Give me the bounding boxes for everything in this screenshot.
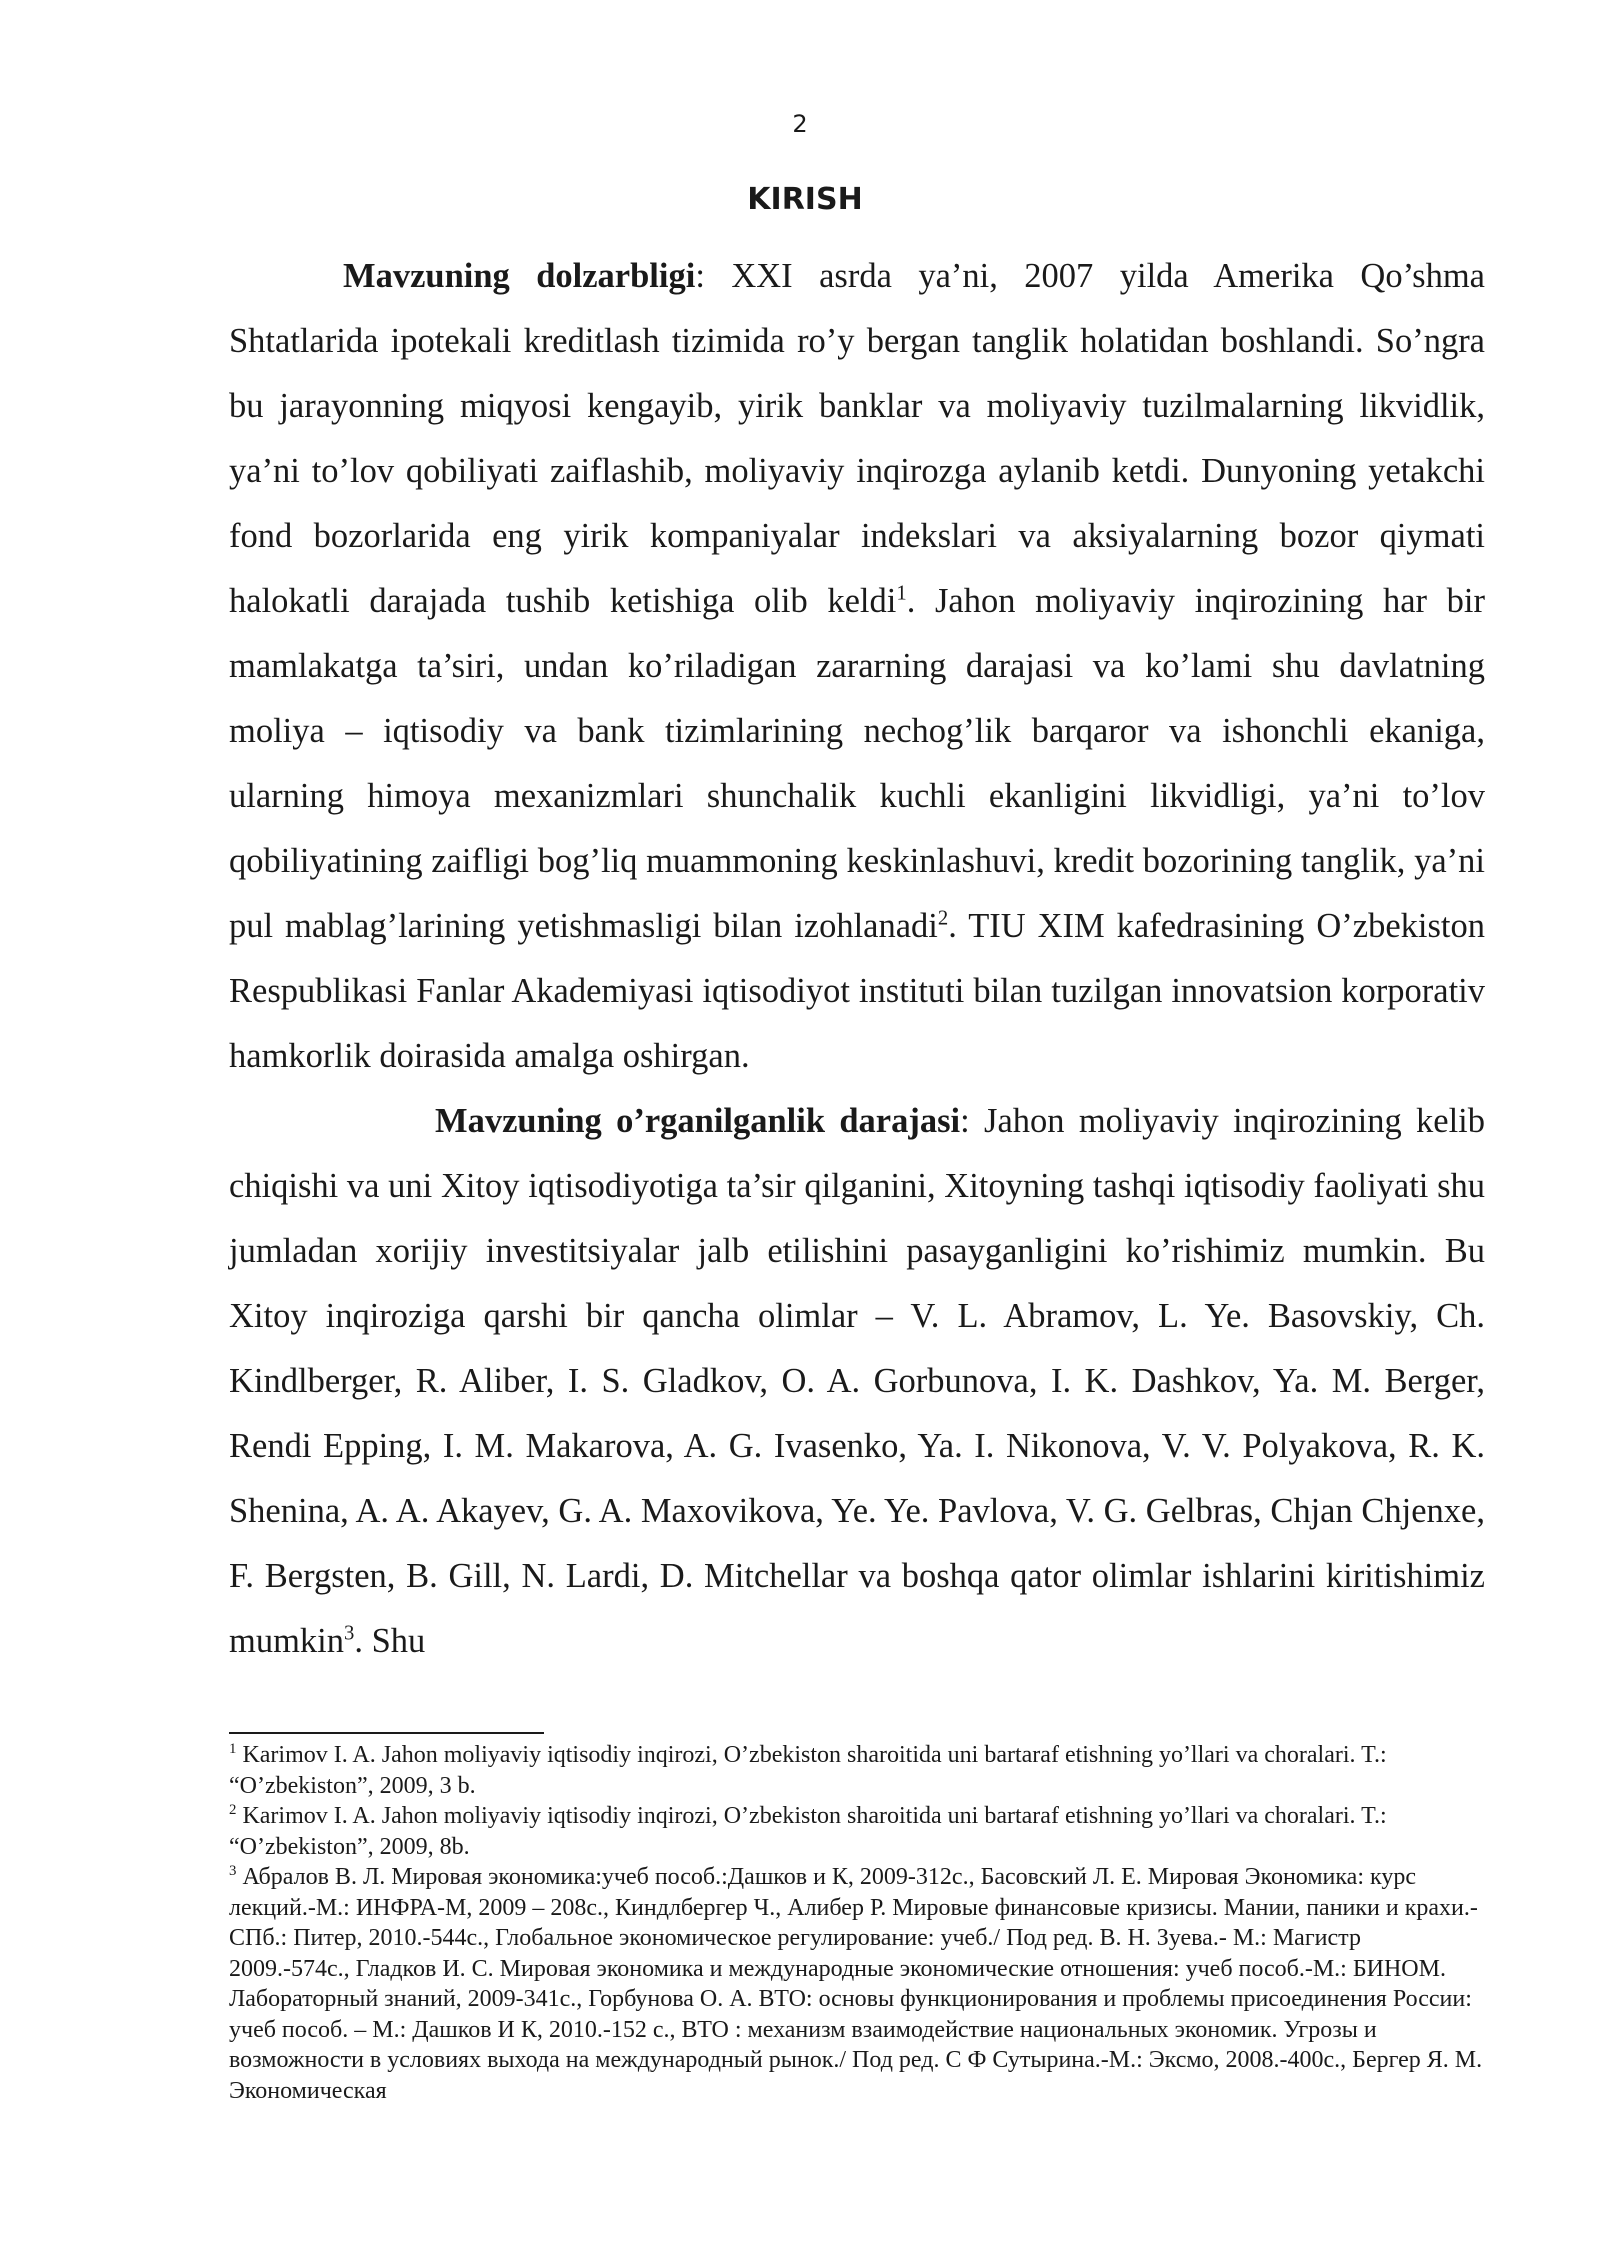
body-text xyxy=(229,244,1485,1674)
paragraph-text: . Jahon moliyaviy inqirozining har bir mamlakatga ta’siri, undan ko’riladigan zararning darajasi va ko’lami shu davlatning moliya – iqtisodiy va bank tizimlarining nechog’lik barqaror va ishonchli ekaniga, ularning himoya mexanizmlari shunchalik kuchli ekanligini likvidligi, ya’ni to’lov qobiliyatining zaifligi bog’liq muammoning keskinlashuvi, kredit bozorining tanglik, ya’ni pul mablag’larining yetishmasligi bilan izohlanadi xyxy=(229,582,1485,945)
paragraph-text: : Jahon moliyaviy inqirozining kelib chiqishi va uni Xitoy iqtisodiyotiga ta’sir qilganini, Xitoyning tashqi iqtisodiy faoliyati shu jumladan xorijiy investitsiyalar jalb etilishini pasayganligini ko’rishimiz mumkin. Bu Xitoy inqiroziga qarshi bir qancha olimlar – V. L. Abramov, L. Ye. Basovskiy, Ch. Kindlberger, R. Aliber, I. S. Gladkov, O. A. Gorbunova, I. K. Dashkov, Ya. M. Berger, Rendi Epping, I. M. Makarova, A. G. Ivasenko, Ya. I. Nikonova, V. V. Polyakova, R. K. Shenina, A. A. Akayev, G. A. Maxovikova, Ye. Ye. Pavlova, V. G. Gelbras, Chjan Chjenxe, F. Bergsten, B. Gill, N. Lardi, D. Mitchellar va boshqa qator olimlar ishlarini kiritishimiz mumkin xyxy=(229,1102,1485,1660)
footnote-ref[interactable]: 3 xyxy=(344,1622,355,1645)
paragraph-text: . TIU XIM kafedrasining O’zbekiston Respublikasi Fanlar Akademiyasi iqtisodiyot instituti bilan tuzilgan innovatsion korporativ hamkorlik doirasida amalga oshirgan. xyxy=(229,907,1486,1075)
footnote-ref[interactable]: 2 xyxy=(937,907,949,930)
footnote-separator xyxy=(229,1732,544,1734)
section-heading: KIRISH xyxy=(747,182,863,217)
footnote-text: Абралов В. Л. Мировая экономика:учеб пособ.:Дашков и К, 2009-312с., Басовский Л. Е. Мировая Экономика: курс лекций.-М.: ИНФРА-М, 2009 – 208с., Киндлбергер Ч., Алибер Р. Мировые финансовые кризисы. Мании, паники и крахи.- СПб.: Питер, 2010.-544с., Глобальное экономическое регулирование: учеб./ Под ред. В. Н. Зуева.- М.: Магистр 2009.-574с., Гладков И. С. Мировая экономика и международные экономические отношения: учеб пособ.-М.: БИНОМ. Лабораторный знаний, 2009-341с., Горбунова О. А. ВТО: основы функционирования и проблемы присоединения России: учеб пособ. – М.: Дашков И К, 2010.-152 с., ВТО : механизм взаимодействие национальных экономик. Угрозы и возможности в условиях выхода на международный рынок./ Под ред. С Ф Сутырина.-М.: Эксмо, 2008.-400с., Бергер Я. М. Экономическая xyxy=(229,1864,1483,2104)
footnote-text: Karimov I. A. Jahon moliyaviy iqtisodiy inqirozi, O’zbekiston sharoitida uni bartaraf etishning yo’llari va choralari. T.: “O’zbekiston”, 2009, 3 b. xyxy=(229,1742,1387,1799)
paragraph-relevance xyxy=(229,244,1485,1089)
footnote-number: 1 xyxy=(229,1741,237,1757)
footnote-ref[interactable]: 1 xyxy=(896,582,907,605)
paragraph-title: Mavzuning o’rganilganlik darajasi xyxy=(435,1102,961,1140)
footnote-number: 3 xyxy=(229,1863,237,1879)
footnote xyxy=(229,1740,1485,1801)
page-number: 2 xyxy=(792,110,808,138)
footnote xyxy=(229,1801,1485,1862)
paragraph-text: : XXI asrda ya’ni, 2007 yilda Amerika Qo’shma Shtatlarida ipotekali kreditlash tizimida ro’y bergan tanglik holatidan boshlandi. So’ngra bu jarayonning miqyosi kengayib, yirik banklar va moliyaviy tuzilmalarning likvidlik, ya’ni to’lov qobiliyati zaiflashib, moliyaviy inqirozga aylanib ketdi. Dunyoning yetakchi fond bozorlarida eng yirik kompaniyalar indekslari va aksiyalarning bozor qiymati halokatli darajada tushib ketishiga olib keldi xyxy=(229,257,1485,620)
footnotes xyxy=(229,1740,1485,2106)
footnote-text: Karimov I. A. Jahon moliyaviy iqtisodiy inqirozi, O’zbekiston sharoitida uni bartaraf etishning yo’llari va choralari. T.: “O’zbekiston”, 2009, 8b. xyxy=(229,1803,1387,1860)
paragraph-title: Mavzuning dolzarbligi xyxy=(343,257,696,295)
paragraph-text: . Shu xyxy=(354,1622,426,1660)
footnote-number: 2 xyxy=(229,1802,237,1818)
paragraph-study-degree xyxy=(229,1089,1485,1674)
footnote xyxy=(229,1862,1485,2106)
